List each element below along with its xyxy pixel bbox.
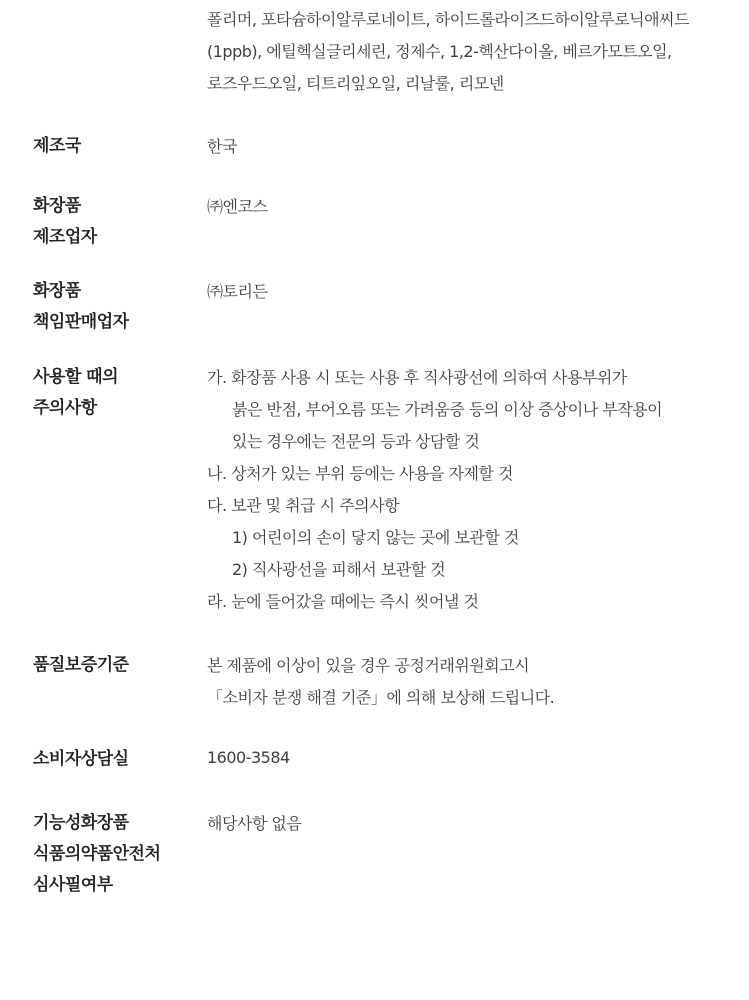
row-label-line: 화장품 [33,196,81,216]
row-value [207,276,727,308]
row-label-line: 기능성화장품 [33,813,129,833]
row-value [207,808,727,840]
row-label-line: 주의사항 [33,398,97,418]
quality-line: 본 제품에 이상이 있을 경우 공정거래위원회고시 [207,656,530,675]
row-label [33,362,193,424]
ingredients-text [207,4,727,100]
precaution-line: 가. 화장품 사용 시 또는 사용 후 직사광선에 의하여 사용부위가 [207,368,627,387]
row-label [33,131,193,162]
precaution-line: 붉은 반점, 부어오름 또는 가려움증 등의 이상 증상이나 부작용이 [232,400,663,419]
origin-value: 한국 [207,137,237,156]
row-label [33,650,193,681]
quality-text [207,650,727,714]
row-label-line: 제조국 [33,136,81,156]
row-label-line: 품질보증기준 [33,655,129,675]
row-label-line: 식품의약품안전처 [33,844,161,864]
row-label [33,744,193,775]
functional-value: 해당사항 없음 [207,814,302,833]
precaution-line: 나. 상처가 있는 부위 등에는 사용을 자제할 것 [207,464,513,483]
ingredients-line: 로즈우드오일, 티트리잎오일, 리날룰, 리모넨 [207,74,504,93]
precaution-line: 다. 보관 및 취급 시 주의사항 [207,496,400,515]
ingredients-line: 폴리머, 포타슘하이알루로네이트, 하이드롤라이즈드하이알루로닉애씨드 [207,10,689,29]
row-label-line: 화장품 [33,281,81,301]
row-value [207,742,727,774]
row-label-line: 소비자상담실 [33,749,129,769]
row-value [207,191,727,223]
manufacturer-value: ㈜엔코스 [207,197,268,216]
seller-value: ㈜토리든 [207,282,268,301]
row-label [33,191,193,253]
row-label-line: 제조업자 [33,227,97,247]
row-label [33,808,193,901]
ingredients-line: (1ppb), 에틸헥실글리세린, 정제수, 1,2-헥산다이올, 베르가모트오일, [207,42,672,61]
row-value [207,131,727,163]
consumer-phone: 1600-3584 [207,748,290,767]
row-label-line: 심사필여부 [33,875,113,895]
precaution-line: 있는 경우에는 전문의 등과 상담할 것 [232,432,480,451]
row-label [33,276,193,338]
precautions-text [207,362,727,618]
row-label-line: 사용할 때의 [33,367,119,387]
precaution-line: 라. 눈에 들어갔을 때에는 즉시 씻어낼 것 [207,592,479,611]
row-label-line: 책임판매업자 [33,312,129,332]
precaution-line: 2) 직사광선을 피해서 보관할 것 [232,560,446,579]
quality-line: 「소비자 분쟁 해결 기준」에 의해 보상해 드립니다. [207,688,555,707]
precaution-line: 1) 어린이의 손이 닿지 않는 곳에 보관할 것 [232,528,519,547]
